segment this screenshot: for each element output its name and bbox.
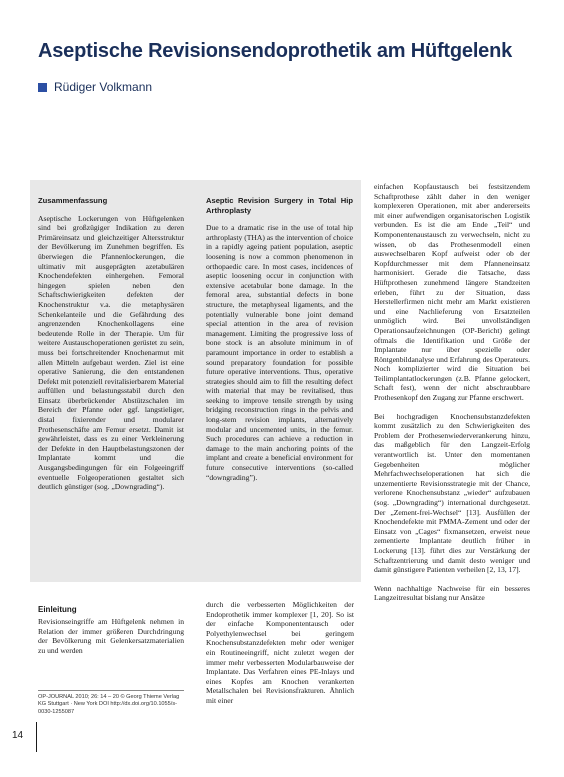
intro-heading: Einleitung — [38, 605, 77, 614]
body-text-right — [374, 182, 530, 612]
abstract-english — [206, 196, 353, 482]
citation-footnote: OP-JOURNAL 2010; 26: 14 – 20 © Georg Thieme Verlag KG Stuttgart · New York DOI http://dx.doi.org/10.1055/s-0030-1255087 — [38, 694, 180, 715]
abstract-german-text: Aseptische Lockerungen von Hüftgelenken sind bei großzügiger Indikation zu deren Primäreinsatz und gleichzeitiger Altersstruktur der Bevölkerung im Zunehmen begriffen. Es überwiegen die Pfannenlockerungen, die ultimativ mit ausgeprägten azetabulären Knochendefekten einhergehen. Femoral hingegen spielen neben den Schaftschwierigkeiten defekten der Knochenstruktur v.a. die metaphysären Schenkelanteile und die Gefährdung des angrenzenden Knochenkollagens eine bedeutende Rolle in der Therapie. Um für weitere Austauschoperationen gerüstet zu sein, muss bei fortschreitender Knochenarmut mit allen Mitteln aufgebaut werden. Ziel ist eine operative Sanierung, die den entstandenen Defekt mit potenziell revitalisierbarem Material auffüllen und belastungsstabil durch den Einsatz überbrückender Abstützschalen im Bereich der Pfanne oder ggf. langstieliger, distal fixierender und modularer Prothesenschäfte am Femur ersetzt. Damit ist gewährleistet, dass es zu einer Verkleinerung der Defekte in den Hauptbelastungszonen der Implantate kommt und die Ausgangsbedingungen für ein Folgeeingriff eventuelle Folgeoperationen gestaltet sich deutlich günstiger (sog. „Downgrading“). — [38, 213, 184, 492]
abstract-german — [38, 196, 184, 492]
abstract-german-heading: Zusammenfassung — [38, 196, 108, 205]
body-text-middle: durch die verbesserten Möglichkeiten der Endoprothetik immer komplexer [1, 20]. So ist der einfache Komponententausch oder Polyethylenwechsel bei geringem Knochensubstanzdefekten mehr oder weniger ein Routineeingriff, nicht zuletzt wegen der immer mehr verbesserten Modularbauweise der Implantate. Das Verfahren eines PE-Inlays und eines Kopfes am Knochen verankerten Metallschalen bei Revisionsfrakturen. Ähnlich mit einer — [206, 600, 354, 705]
paragraph: Bei hochgradigen Knochensubstanzdefekten kommt zusätzlich zu den Schwierigkeiten des Problem der Prothesenwiederverankerung hinzu, das maßgeblich für den Langzeit-Erfolg verantwortlich ist. Unter den momentanen Gegebenheiten möglicher Mehrfachwechseloperationen hat sich die unzementierte Revisionsstrategie mit der Chance, verlorene Knochensubstanz „wieder“ aufzubauen (sog. „Downgrading“) international durchgesetzt. Der „Zement-frei-Wechsel“ [13]. Ausfüllen der Knochendefekte mit PMMA-Zement und oder der Einsatz von „Cages“ fixmansetzen, erweist neue zementierte Implantate deutlich früher in Lockerung [13]. führt dies zur Verstärkung der Schaftzentrierung und damit desto weniger und damit günstigere Patienten verheilen [2, 13, 17]. — [374, 411, 530, 575]
page-number-rule — [36, 722, 37, 752]
intro-text: Revisionseingriffe am Hüftgelenk nehmen in Relation der immer größeren Durchdringung der Bevölkerung mit Gelenkersatzmaterialien zu und werden — [38, 617, 184, 655]
footnote-divider — [38, 690, 184, 691]
article-title: Aseptische Revisionsendoprothetik am Hüftgelenk — [38, 40, 513, 62]
paragraph: Wenn nachhaltige Nachweise für ein besseres Langzeitresultat bislang nur Ansätze — [374, 583, 530, 603]
page-number: 14 — [12, 730, 24, 741]
author-line — [38, 80, 152, 94]
author-marker-icon — [38, 83, 47, 92]
abstract-english-text: Due to a dramatic rise in the use of total hip arthroplasty (THA) as the intervention of choice in a rapidly ageing patient population, aseptic loosening is now a common phenomenon in orthopaedic care. In most cases, incidences of aseptic loosening occur in conjunction with extensive acetabular bone damage. In the femoral area, substantial defects in bone structure, the metaphyseal ligaments, and the potentially vulnerable bone joint demand special attention in the area of revision management. Limiting the progressive loss of bone stock is an absolute minimum in of paramount importance in order to establish a sound preparatory foundation for possible future operative interventions. Thus, operative strategies should aim to fill the resulting defect with material that may be revitalised, thus seeking to improve tensile strength by using bridging reconstruction rings in the pelvis and long-stem revision implants, alternatively modular and uncemented units, in the femur. Such procedures can achieve a reduction in damage to the main anchoring points of the implant and create a beneficial environment for future consecutive interventions (so-called “downgrading”). — [206, 223, 353, 482]
author-name: Rüdiger Volkmann — [54, 80, 153, 94]
abstract-english-heading: Aseptic Revision Surgery in Total Hip Arthroplasty — [206, 196, 353, 215]
paragraph: einfachen Kopfaustausch bei festsitzendem Schaftprothese zählt daher in den weniger komplexeren Operationen, mit aber andererseits mit einer aufwendigen organisatorischen Logistik verbunden. Es ist die am Ende „Teil“ und Komponentenaustausch zu verwechseln, nicht zu wissen, ob das Prothesenmodell einen auswechselbaren Kopf aufweist oder ob der Kopfdurchmesser mit dem Pfanneneinsatz harmonisiert. Gerade die Tatsache, dass Hüftprothesen zunehmend längere Standzeiten erleben, führt zu der Situation, dass Herstellerfirmen nicht mehr am Markt existieren und eine Nachlieferung von Ersatzteilen unmöglich wird. Bei unvollständigen Operationsaufzeichnungen (OP-Bericht) gelingt oftmals die Identifikation und Größe der Implantate nur über spezielle oder Röntgenbildanalyse und Erfahrung des Operateurs. Noch komplizierter wird die Situation bei Teilimplantatlockerungen (z.B. Pfanne gelockert, Schaft fest), wenn der nicht abschraubbare Prothesenkopf den Zugang zur Pfanne erschwert. — [374, 182, 530, 403]
